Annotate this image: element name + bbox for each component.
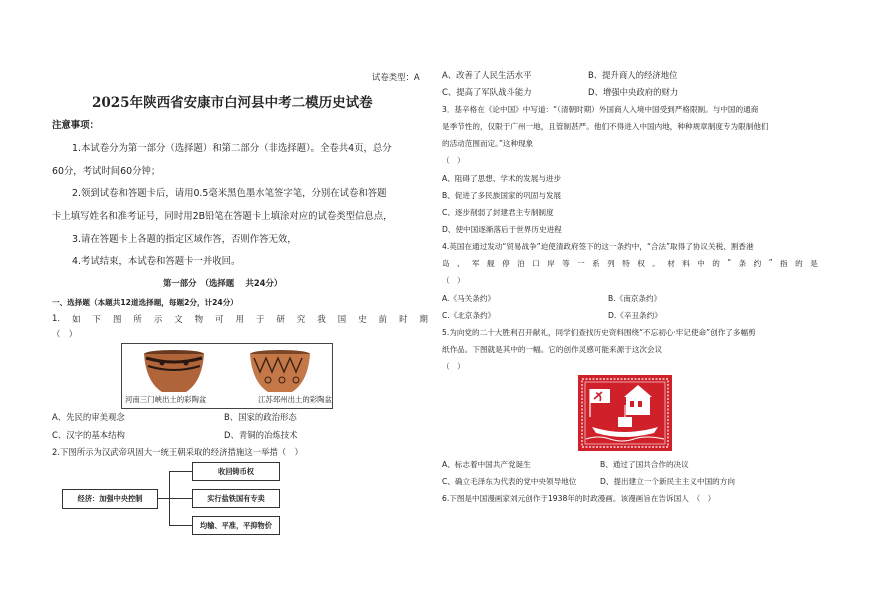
q1-stem-char: 期	[419, 314, 428, 324]
q4-stem-char: 泊	[517, 259, 525, 268]
q4-stem-char: “	[727, 258, 732, 267]
q2-option-c[interactable]: C、提高了军队战斗能力	[442, 87, 532, 97]
q4-stem-char: 条	[738, 259, 747, 268]
q1-stem-char: 图	[112, 314, 122, 324]
q1-stem-char: 所	[133, 314, 142, 324]
q1-stem-char: 如	[72, 314, 81, 324]
q2-branch-3: 均输、平准，平抑物价	[192, 516, 280, 535]
q4-stem-char: 列	[607, 259, 615, 268]
q4-stem-char: 材	[667, 259, 675, 268]
q1-stem-char: 文	[174, 314, 183, 324]
q4-stem-char: 舰	[487, 259, 495, 268]
q4-stem-char: 口	[532, 259, 540, 268]
q3-option-b[interactable]: B、促进了多民族国家的巩固与发展	[442, 191, 562, 200]
section-intro: 一、选择题（本题共12道选择题，每题2分，计24分）	[52, 298, 238, 307]
q4-stem-char: 是	[810, 259, 818, 268]
q5-stem-line2: 纸作品。下图就是其中的一幅。它的创作灵感可能来源于这次会议	[442, 345, 663, 354]
q4-stem-char: 军	[472, 259, 480, 268]
q2-main-node: 经济：加强中央控制	[62, 489, 158, 509]
q3-option-c[interactable]: C、逐步削弱了封建君主专制制度	[442, 208, 554, 217]
q1-stem-char: 可	[215, 314, 224, 324]
q2-option-a[interactable]: A、改善了人民生活水平	[442, 70, 532, 80]
q1-stem-char: 我	[317, 314, 326, 324]
q2-option-b[interactable]: B、提升商人的经济地位	[588, 70, 678, 80]
q1-option-b[interactable]: B、国家的政治形态	[224, 412, 297, 422]
q1-caption-right: 江苏邳州出土的彩陶盆	[258, 395, 332, 404]
q4-stem-char: 岛	[442, 259, 450, 268]
q1-option-d[interactable]: D、青铜的冶炼技术	[224, 430, 298, 440]
q4-stem-line1: 4.英国在通过发动“贸易战争”迫使清政府签下的这一条约中，“合法”取得了协议关税、割香港	[442, 242, 754, 251]
q2-stem: 2.下图所示为汉武帝巩固大一统王朝采取的经济措施这一举措（ ）	[52, 447, 303, 457]
q1-stem-char: 究	[296, 314, 306, 324]
exam-type: 试卷类型：A	[372, 72, 420, 82]
q1-stem-char: 研	[276, 314, 285, 324]
q2-branch-1: 收回铸币权	[192, 462, 280, 481]
q4-stem-char: 的	[795, 259, 803, 268]
q2-option-d[interactable]: D、增强中央政府的财力	[588, 87, 679, 97]
q1-stem	[52, 313, 428, 325]
q4-stem-char: 中	[697, 259, 705, 268]
q4-stem-char: ”	[768, 258, 773, 267]
q4-paren: （ ）	[442, 276, 465, 285]
q4-option-d[interactable]: D.《辛丑条约》	[608, 311, 662, 320]
q4-option-c[interactable]: C.《北京条约》	[442, 311, 496, 320]
q5-option-d[interactable]: D、提出建立一个新民主主义中国的方向	[600, 477, 735, 486]
note-2b: 卡上填写姓名和准考证号，同时用2B铅笔在答题卡上填涂对应的试卷类型信息点，	[52, 211, 393, 222]
q4-stem-char: 岸	[547, 259, 555, 268]
q4-stem-line2	[442, 258, 818, 269]
q1-stem-char: 前	[378, 314, 387, 324]
section-title: 第一部分 （选择题 共24分）	[163, 278, 283, 288]
q4-stem-char: 特	[622, 259, 630, 268]
q1-stem-char: 物	[194, 314, 204, 324]
q1-stem-char: 时	[399, 314, 408, 324]
pottery-right-image	[250, 350, 310, 392]
q5-papercut-image	[578, 375, 672, 451]
note-1b: 60分，考试时间60分钟；	[52, 166, 161, 177]
q3-option-d[interactable]: D、使中国逐渐落后于世界历史进程	[442, 225, 562, 234]
note-4: 4.考试结束，本试卷和答题卡一并收回。	[72, 256, 241, 267]
q5-option-c[interactable]: C、确立毛泽东为代表的党中央领导地位	[442, 477, 577, 486]
q4-stem-char: 、	[457, 259, 465, 268]
q1-stem-char: 于	[256, 314, 265, 324]
q5-option-b[interactable]: B、通过了国共合作的决议	[600, 460, 689, 469]
q2-connector	[169, 471, 192, 472]
q1-option-c[interactable]: C、汉字的基本结构	[52, 430, 125, 440]
q4-stem-char: 的	[712, 259, 720, 268]
q4-stem-char: 等	[562, 259, 570, 268]
q1-stem-char: 1.	[52, 313, 60, 323]
q4-stem-char: 系	[592, 259, 600, 268]
q1-option-a[interactable]: A、先民的审美观念	[52, 412, 125, 422]
q5-option-a[interactable]: A、标志着中国共产党诞生	[442, 460, 531, 469]
note-1a: 1.本试卷分为第一部分（选择题）和第二部分（非选择题）。全卷共4页，总分	[72, 143, 392, 154]
q4-stem-char: 停	[502, 259, 510, 268]
q1-stem-char: 下	[92, 314, 101, 324]
q3-paren: （ ）	[442, 156, 465, 165]
exam-title: 2025年陕西省安康市白河县中考二模历史试卷	[92, 95, 373, 111]
q6-stem: 6.下图是中国漫画家刘元创作于1938年的时政漫画。该漫画旨在告诉国人 （ ）	[442, 494, 716, 503]
q5-paren: （ ）	[442, 362, 465, 371]
q3-stem-line3: 的活动范围而定。”这种现象	[442, 139, 534, 148]
q4-stem-char: 料	[682, 259, 690, 268]
q5-stem-line1: 5.为向党的二十大胜利召开献礼，同学们查找历史资料围绕“不忘初心·牢记使命”创作了多幅剪	[442, 328, 756, 337]
note-2a: 2.领到试卷和答题卡后，请用0.5毫米黑色墨水笔签字笔，分别在试卷和答题	[72, 188, 387, 199]
q1-pottery-figure	[121, 343, 333, 409]
q4-stem-char: 约	[753, 259, 762, 268]
q2-connector	[169, 498, 192, 499]
q3-option-a[interactable]: A、阻碍了思想、学术的发展与进步	[442, 174, 562, 183]
q3-stem-line2: 是季节性的，仅限于广州一地，且管制甚严。他们不得进入中国内地，种种规章制度专为限制他们	[442, 122, 769, 131]
q4-stem-char: 一	[577, 259, 585, 268]
q4-option-b[interactable]: B.《南京条约》	[608, 294, 662, 303]
q4-stem-char: 指	[780, 259, 788, 268]
q4-option-a[interactable]: A.《马关条约》	[442, 294, 496, 303]
q4-stem-char: 。	[652, 259, 660, 268]
q1-stem-char: 示	[153, 314, 163, 324]
q2-connector	[169, 525, 192, 526]
q1-stem-char: 用	[235, 314, 244, 324]
q4-stem-char: 权	[637, 259, 645, 268]
note-3: 3.请在答题卡上各题的指定区域作答，否则作答无效，	[72, 234, 297, 245]
q1-stem-char: 国	[337, 314, 347, 324]
q1-paren: （ ）	[52, 329, 78, 339]
q1-stem-char: 史	[358, 314, 367, 324]
pottery-left-image	[144, 350, 204, 392]
q1-caption-left: 河南三门峡出土的彩陶盆	[125, 395, 207, 404]
q3-stem-line1: 3．基辛格在《论中国》中写道：“（清朝时期）外国商人入境中国受到严格限制。与中国的通商	[442, 105, 759, 114]
q2-branch-2: 实行盐铁国有专卖	[192, 489, 280, 508]
q2-connector	[157, 498, 169, 499]
notes-heading: 注意事项：	[52, 120, 99, 131]
